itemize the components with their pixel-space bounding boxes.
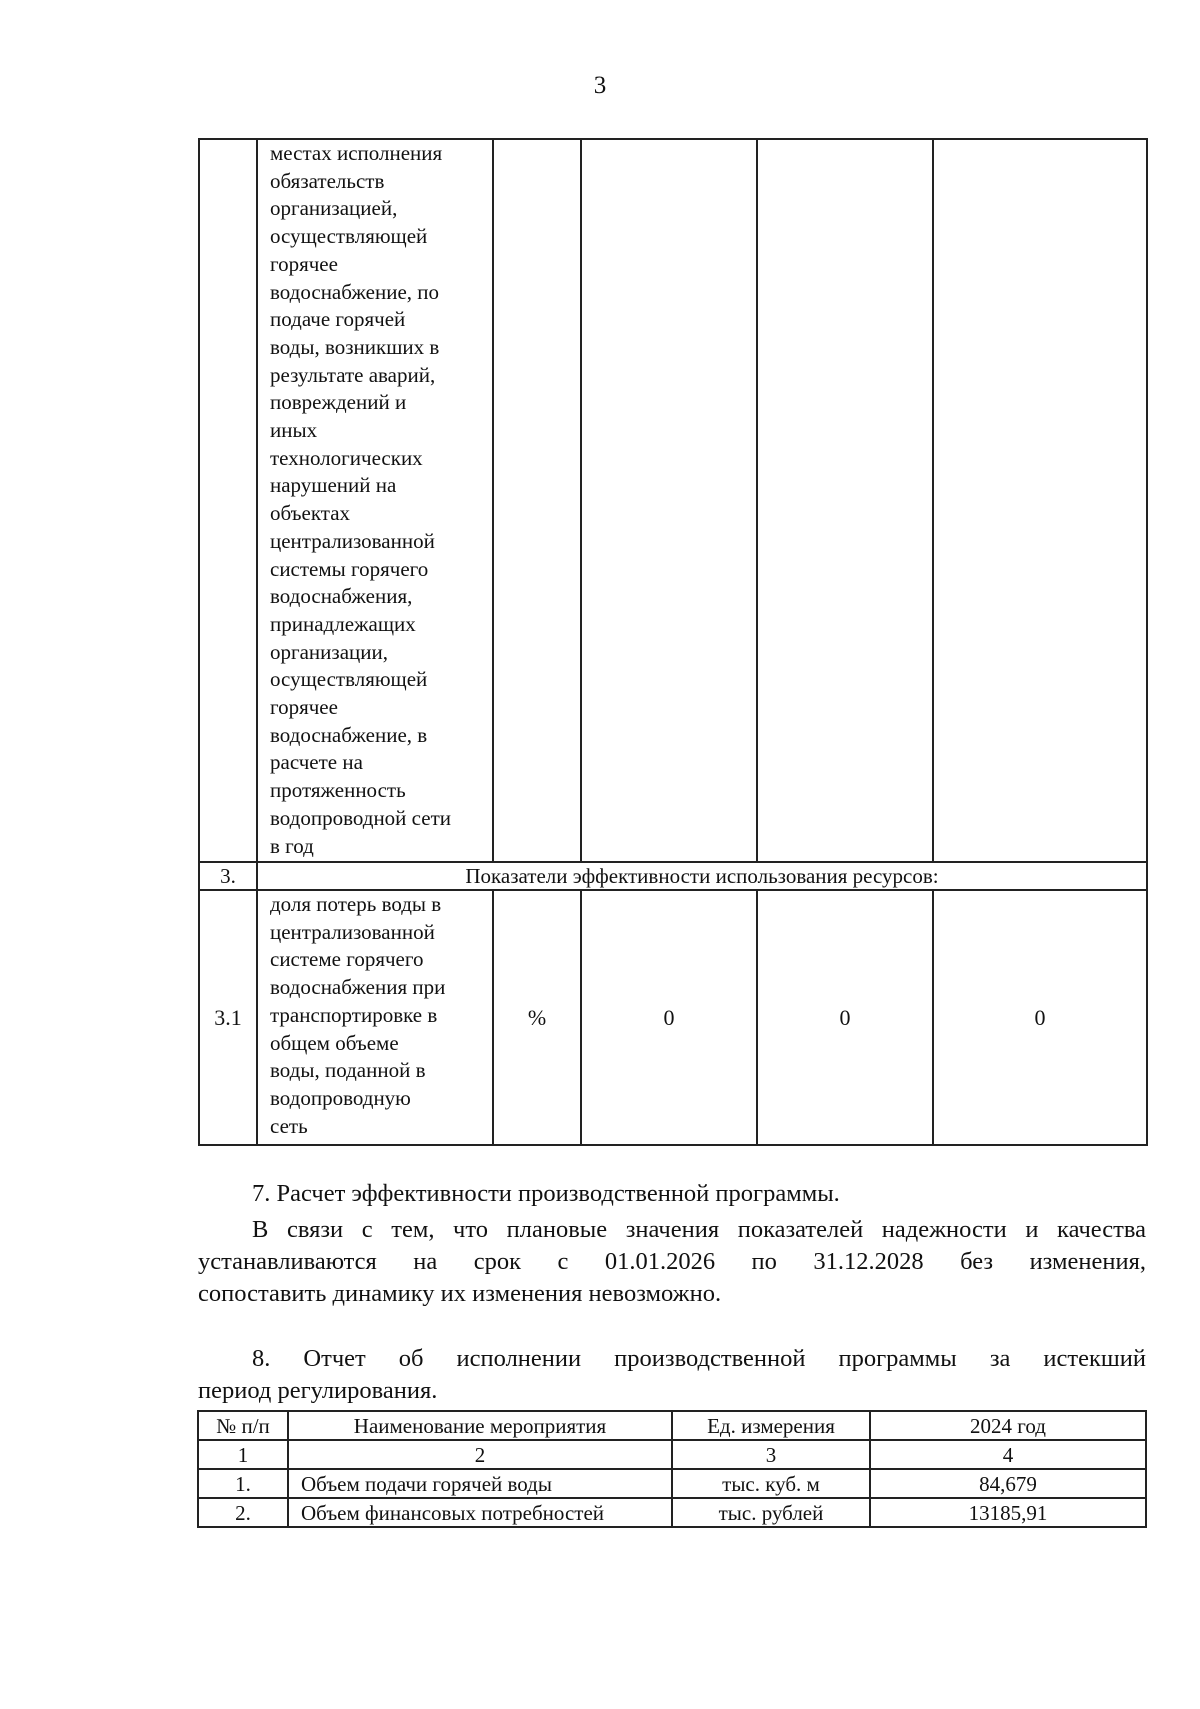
row-name: Объем финансовых потребностей — [288, 1498, 672, 1527]
section-7-heading: 7. Расчет эффективности производственной программы. — [252, 1180, 840, 1207]
indicators-table — [198, 138, 1148, 1146]
table-row — [199, 139, 1147, 862]
table-row — [198, 1498, 1146, 1527]
row-value: 84,679 — [870, 1469, 1146, 1498]
page-number: 3 — [593, 72, 607, 99]
row-unit: тыс. рублей — [672, 1498, 870, 1527]
section-number: 3. — [199, 862, 257, 890]
section-7-text-line-2: устанавливаются на срок с 01.01.2026 по 31.12.2028 без изменения, — [198, 1248, 1146, 1275]
cell-value-2 — [757, 139, 933, 862]
row-number: 3.1 — [199, 890, 257, 1145]
section-title: Показатели эффективности использования ресурсов: — [257, 862, 1147, 890]
indicator-name-cell: доля потерь воды в централизованной системе горячего водоснабжения при транспортировке в общем объеме воды, поданной в водопроводную сеть — [257, 890, 493, 1145]
row-name: Объем подачи горячей воды — [288, 1469, 672, 1498]
row-number: 1. — [198, 1469, 288, 1498]
header-row — [198, 1411, 1146, 1440]
program-report-table — [197, 1410, 1147, 1528]
value-cell-2: 0 — [757, 890, 933, 1145]
value-cell-1: 0 — [581, 890, 757, 1145]
column-number: 3 — [672, 1440, 870, 1469]
cell-value-1 — [581, 139, 757, 862]
cell-num — [199, 139, 257, 862]
table-row — [198, 1469, 1146, 1498]
column-number: 2 — [288, 1440, 672, 1469]
unit-cell: % — [493, 890, 581, 1145]
section-7-text-line-3: сопоставить динамику их изменения невозможно. — [198, 1280, 722, 1307]
section-8-heading-line-1: 8. Отчет об исполнении производственной программы за истекший — [252, 1345, 1146, 1372]
section-row — [199, 862, 1147, 890]
row-number: 2. — [198, 1498, 288, 1527]
row-unit: тыс. куб. м — [672, 1469, 870, 1498]
column-header: № п/п — [198, 1411, 288, 1440]
cell-unit — [493, 139, 581, 862]
indicator-name-cell: местах исполнения обязательств организацией, осуществляющей горячее водоснабжение, по подаче горячей воды, возникших в результате аварий, повреждений и иных технологических нарушений на объектах централизованной системы горячего водоснабжения, принадлежащих организации, осуществляющей горячее водоснабжение, в расчете на протяженность водопроводной сети в год — [257, 139, 493, 862]
column-header: Ед. измерения — [672, 1411, 870, 1440]
table-row — [199, 890, 1147, 1145]
value-cell-3: 0 — [933, 890, 1147, 1145]
column-number: 4 — [870, 1440, 1146, 1469]
column-header: 2024 год — [870, 1411, 1146, 1440]
column-number-row — [198, 1440, 1146, 1469]
column-header: Наименование мероприятия — [288, 1411, 672, 1440]
column-number: 1 — [198, 1440, 288, 1469]
section-8-heading-line-2: период регулирования. — [198, 1377, 438, 1404]
cell-value-3 — [933, 139, 1147, 862]
section-7-text-line-1: В связи с тем, что плановые значения показателей надежности и качества — [252, 1216, 1146, 1243]
row-value: 13185,91 — [870, 1498, 1146, 1527]
